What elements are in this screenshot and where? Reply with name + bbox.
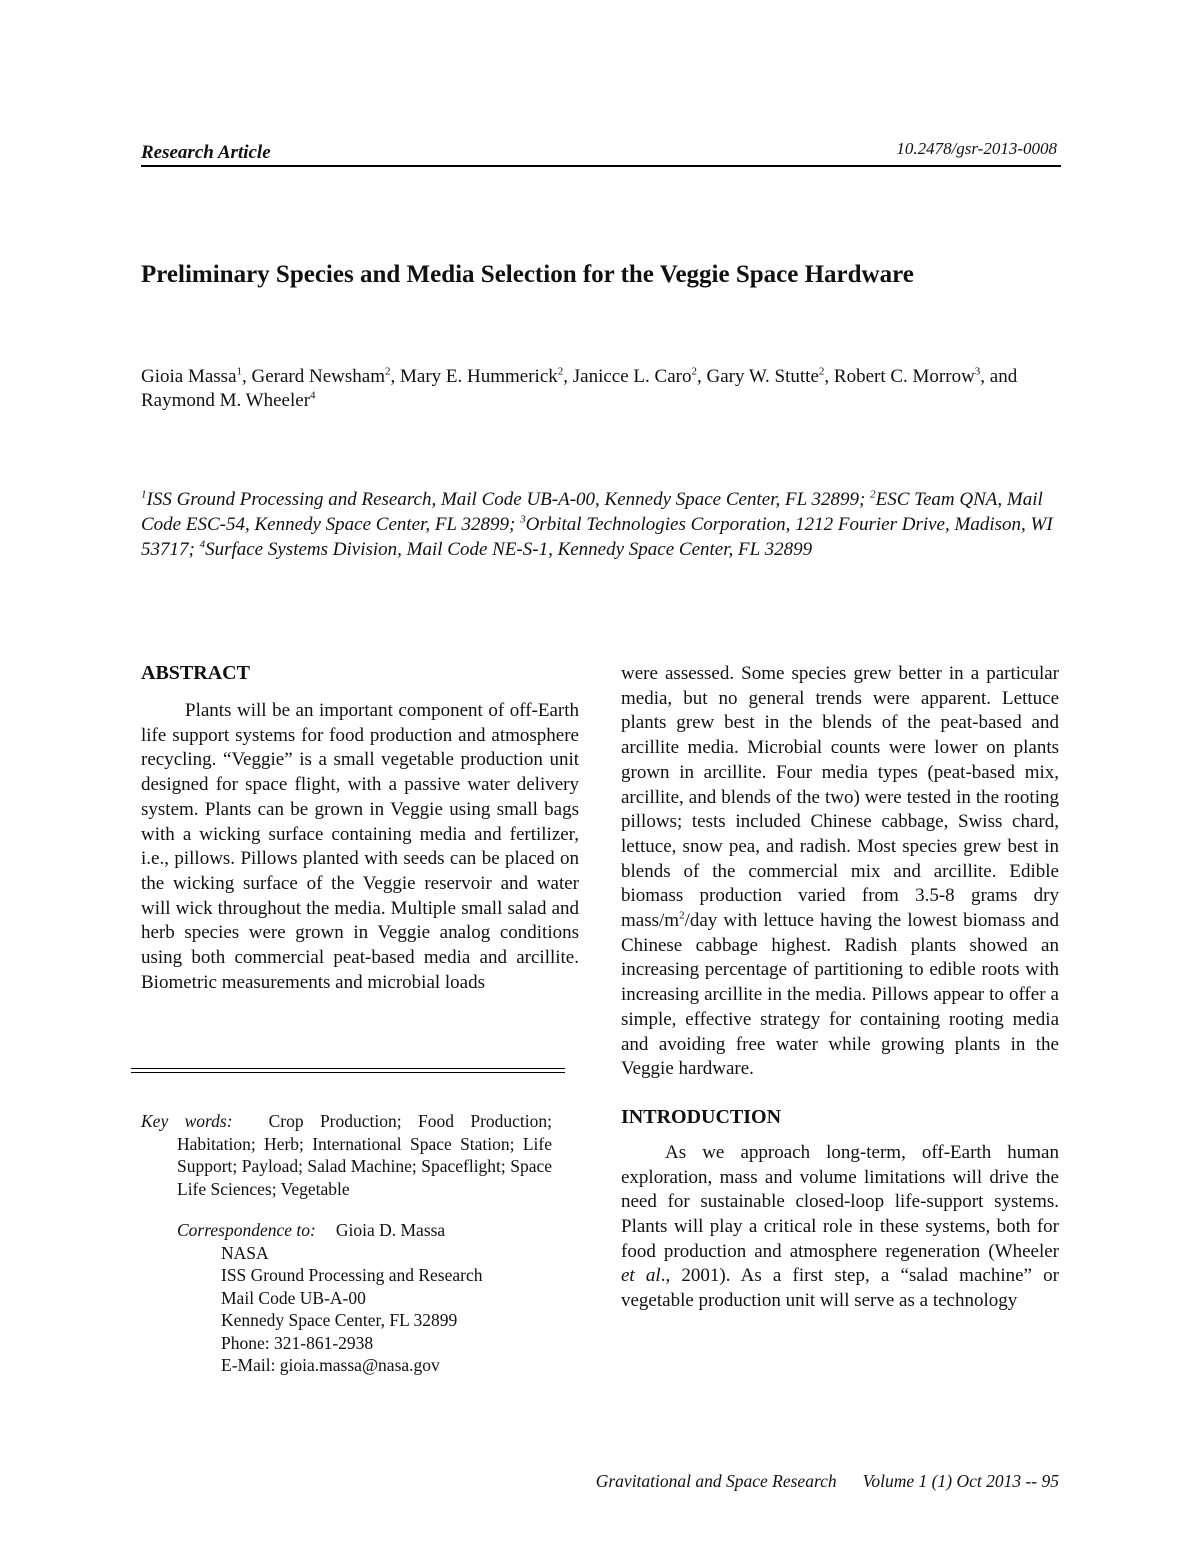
introduction-paragraph: As we approach long-term, off-Earth human exploration, mass and volume limitations will drive the need for sustainable closed-loop life-support systems. Plants will play a critical role in these systems, both for food production and atmosphere regeneration (Wheeler et al., 2001). As a first step, a “salad machine” or vegetable production unit will serve as a technology xyxy=(621,1141,1059,1312)
author: Mary E. Hummerick xyxy=(400,366,558,387)
author-affiliation-mark: 2 xyxy=(818,365,825,378)
author-affiliation-mark: 2 xyxy=(691,365,697,378)
affiliations xyxy=(141,487,1061,562)
author-list: Gioia Massa$^1$, Gerard Newsham$^2$, Mary E. Hummerick$^2$, Janicce L. Caro$^2$, Gary W. Stutte$^2$, Robert C. Morrow$^3$, and Raymond M. Wheeler$^4$ xyxy=(141,365,1018,411)
abstract-paragraph-continued: were assessed. Some species grew better in a particular media, but no general trends were apparent. Lettuce plants grew best in the blends of the peat-based and arcillite media. Microbial counts were lower on plants grown in arcillite. Four media types (peat-based mix, arcillite, and blends of the two) were tested in the rooting pillows; tests included Chinese cabbage, Swiss chard, lettuce, snow pea, and radish. Most species grew best in blends of the commercial mix and arcillite. Edible biomass production varied from 3.5-8 grams dry mass/$m^2$/day with lettuce having the lowest biomass and Chinese cabbage highest. Radish plants showed an increasing percentage of partitioning to edible roots with increasing arcillite in the media. Pillows appear to offer a simple, effective strategy for containing rooting media and avoiding free water while growing plants in the Veggie hardware. xyxy=(621,663,1059,1080)
abstract-heading: ABSTRACT xyxy=(141,662,250,684)
affiliation: ESC Team QNA, Mail Code ESC-54, Kennedy Space Center, FL 32899; xyxy=(141,489,1043,535)
correspondence-line: Kennedy Space Center, FL 32899 xyxy=(221,1310,458,1330)
paper-title: Preliminary Species and Media Selection for the Veggie Space Hardware xyxy=(141,261,914,288)
correspondence-line: NASA xyxy=(221,1242,269,1263)
keywords-text: Crop Production; Food Production; Habitation; Herb; International Space Station; Life Support; Payload; Salad Machine; Spaceflight; Space Life Sciences; Vegetable xyxy=(177,1111,552,1199)
affiliation: Surface Systems Division, Mail Code NE-S-1, Kennedy Space Center, FL 32899 xyxy=(205,539,813,560)
author-affiliation-mark: 2 xyxy=(385,365,391,378)
affiliation-number: 4 xyxy=(199,538,206,551)
abstract-divider xyxy=(131,1068,565,1073)
doi-label: 10.2478/gsr-2013-0008 xyxy=(896,139,1057,158)
right-column xyxy=(621,662,1059,1314)
affiliation: ISS Ground Processing and Research, Mail Code UB-A-00, Kennedy Space Center, FL 32899; xyxy=(146,489,871,510)
author: Robert C. Morrow xyxy=(833,366,975,387)
abstract-paragraph: Plants will be an important component of off-Earth life support systems for food production and atmosphere recycling. “Veggie” is a small vegetable production unit designed for space flight, with a passive water delivery system. Plants can be grown in Veggie using small bags with a wicking surface containing media and fertilizer, i.e., pillows. Pillows planted with seeds can be placed on the wicking surface of the Veggie reservoir and water will wick throughout the media. Multiple small salad and herb species were grown in Veggie analog conditions using both commercial peat-based media and arcillite. Biometric measurements and microbial loads xyxy=(141,700,579,993)
author: Gary W. Stutte xyxy=(706,366,819,387)
correspondence-name: Gioia D. Massa xyxy=(335,1220,446,1240)
author: Gioia Massa xyxy=(141,366,237,387)
correspondence-line: Mail Code UB-A-00 xyxy=(221,1287,366,1308)
keywords-label: Key words: xyxy=(141,1111,233,1131)
author-affiliation-mark: 4 xyxy=(310,389,316,402)
correspondence-email[interactable]: E-Mail: gioia.massa@nasa.gov xyxy=(221,1355,440,1375)
article-type-label: Research Article xyxy=(141,142,271,163)
affiliation: Orbital Technologies Corporation, 1212 Fourier Drive, Madison, WI 53717; xyxy=(141,514,1053,560)
author: Gerard Newsham xyxy=(251,366,385,387)
correspondence-block xyxy=(177,1219,577,1377)
author-affiliation-mark: 3 xyxy=(974,365,981,378)
introduction-heading: INTRODUCTION xyxy=(621,1105,782,1128)
affiliation-number: 3 xyxy=(520,513,526,526)
author-affiliation-mark: 2 xyxy=(557,365,564,378)
left-column xyxy=(141,662,579,995)
correspondence-line: ISS Ground Processing and Research xyxy=(221,1265,483,1285)
affiliation-number: 1 xyxy=(141,488,147,501)
author: Janicce L. Caro xyxy=(572,366,692,387)
correspondence-label: Correspondence to: xyxy=(177,1220,316,1240)
volume-page: Volume 1 (1) Oct 2013 -- 95 xyxy=(862,1471,1059,1491)
journal-name: Gravitational and Space Research xyxy=(595,1471,837,1491)
header-rule xyxy=(141,165,1061,167)
page-footer xyxy=(596,1471,1059,1492)
author: Raymond M. Wheeler xyxy=(141,390,311,411)
keywords-block xyxy=(141,1110,552,1200)
correspondence-line: Phone: 321-861-2938 xyxy=(221,1332,374,1353)
author-affiliation-mark: 1 xyxy=(236,365,243,378)
affiliation-number: 2 xyxy=(870,488,876,501)
